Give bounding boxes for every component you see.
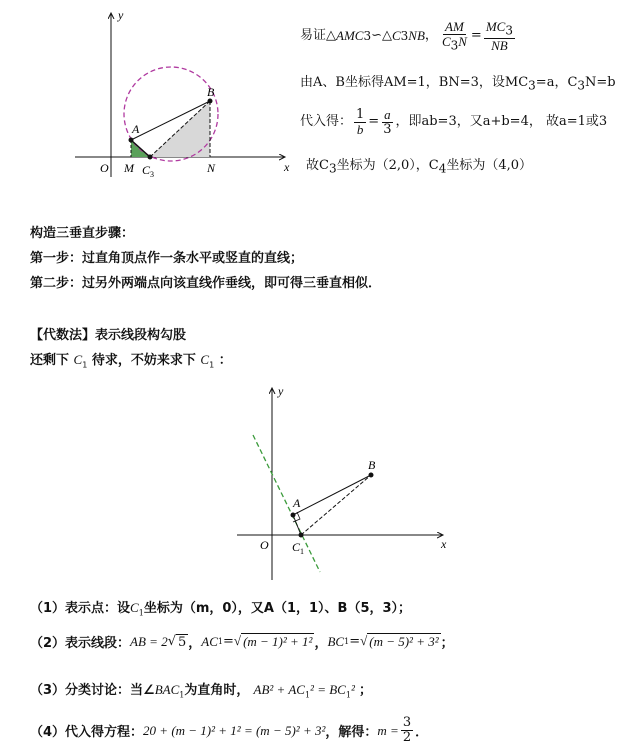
- point-a: [129, 138, 134, 143]
- subscript: 1: [344, 637, 350, 646]
- sqrt-ac1: √ (m − 1)² + 1²: [233, 633, 313, 649]
- denominator: b: [356, 122, 364, 138]
- text-segment: 坐标为（4,0）: [446, 158, 533, 173]
- subscript: 3: [363, 28, 372, 43]
- label-b: B: [368, 458, 376, 472]
- text-segment: 还剩下: [30, 353, 70, 368]
- text-segment: ，解得：: [325, 725, 378, 741]
- subscript: 4: [438, 161, 447, 176]
- substitute-line: [300, 108, 607, 138]
- text-segment: ∽△: [371, 28, 392, 44]
- point-a: [291, 513, 296, 518]
- subscript: 1: [179, 690, 185, 700]
- text-segment: ：: [218, 353, 232, 368]
- text-segment: 待求，不妨来求下: [91, 353, 196, 368]
- text-segment: =: [223, 634, 234, 649]
- sqrt-bc1: √ (m − 5)² + 3²: [360, 633, 439, 649]
- text-segment: （1）表示点：设: [30, 601, 131, 616]
- subscript: 3: [400, 28, 409, 43]
- text-segment: ；: [440, 636, 454, 651]
- subscript: 1: [217, 637, 224, 646]
- denominator: $C_3N$: [441, 34, 467, 53]
- label-m: M: [124, 161, 134, 175]
- subscript: 3: [328, 161, 337, 176]
- subscript: 3: [577, 78, 586, 93]
- text-segment: NB: [408, 28, 425, 44]
- label-c3: $C_3$: [142, 163, 155, 179]
- graph-1: [60, 5, 300, 185]
- text-segment: 由A、B坐标得AM=1，BN=3，设MC: [300, 75, 529, 90]
- label-x: x: [441, 537, 447, 551]
- text-segment: ，: [424, 28, 438, 44]
- fraction-am: [440, 20, 469, 53]
- label-x: x: [284, 160, 290, 174]
- text-segment: ² = BC: [310, 682, 346, 697]
- item-2: [30, 632, 454, 651]
- text-segment: （3）分类讨论：当∠: [30, 683, 155, 698]
- similarity-line: [300, 20, 620, 53]
- label-y: y: [278, 384, 284, 398]
- step-2: 第二步：过另外两端点向该直线作垂线，即可得三垂直相似．: [30, 276, 382, 291]
- numerator: 1: [356, 107, 365, 122]
- subscript: 1: [345, 690, 351, 700]
- subscript: 1: [209, 360, 215, 370]
- subscript: 3: [528, 78, 536, 93]
- text-segment: C: [200, 352, 210, 367]
- conclusion-line: [306, 158, 532, 177]
- math-ab: AB = 2: [130, 633, 168, 649]
- sqrt-5: √ 5: [167, 633, 187, 650]
- text-segment: ²: [350, 682, 355, 697]
- coordinates-line: [300, 75, 616, 94]
- denominator: NB: [491, 37, 508, 53]
- text-segment: ；: [358, 683, 372, 698]
- text-segment: ，: [314, 636, 328, 651]
- numerator: a: [384, 107, 391, 122]
- text-segment: =: [349, 634, 361, 649]
- label-a: A: [132, 122, 140, 136]
- fraction-3-2: [401, 716, 413, 746]
- fraction-mc3: [484, 20, 515, 53]
- text-segment: C: [130, 600, 139, 615]
- segment-ab: [293, 475, 371, 515]
- fraction-1-b: [354, 108, 366, 138]
- numerator: $MC_3$: [485, 19, 513, 38]
- label-y: y: [118, 8, 124, 22]
- text-segment: 代入得：: [300, 114, 353, 130]
- text-segment: AB² + AC: [253, 682, 305, 697]
- algebra-intro: [30, 349, 232, 370]
- numerator: AM: [445, 19, 464, 34]
- text-segment: C: [73, 352, 83, 367]
- math-ac: AC: [201, 633, 218, 649]
- text-segment: （2）表示线段：: [30, 636, 131, 651]
- equation: 20 + (m − 1)² + 1² = (m − 5)² + 3²: [143, 722, 326, 738]
- text-segment: BAC: [154, 682, 180, 697]
- graph-2: [225, 380, 455, 585]
- point-c1: [299, 533, 304, 538]
- label-o: O: [100, 161, 109, 175]
- text-segment: （4）代入得方程：: [30, 725, 144, 741]
- item-1: [30, 597, 411, 618]
- text-segment: 为直角时，: [184, 683, 250, 698]
- text-segment: AMC: [336, 28, 364, 44]
- item-3: [30, 679, 372, 700]
- label-o: O: [260, 538, 269, 552]
- text-segment: ．: [415, 725, 429, 741]
- denominator: 3: [383, 122, 392, 138]
- label-n: N: [207, 161, 216, 175]
- text-segment: 故C: [306, 158, 329, 173]
- numerator: 3: [402, 715, 412, 730]
- label-b: B: [207, 85, 215, 99]
- subscript: 1: [82, 360, 88, 370]
- point-b: [208, 99, 213, 104]
- step-1: 第一步：过直角顶点作一条水平或竖直的直线；: [30, 251, 304, 266]
- point-b: [369, 473, 374, 478]
- text-segment: =a，C: [535, 75, 578, 90]
- equals-sign: =: [368, 114, 380, 130]
- text-segment: 易证△: [300, 28, 336, 44]
- denominator: 2: [402, 730, 412, 746]
- text-segment: m =: [377, 722, 399, 738]
- label-c1: $C_1$: [292, 540, 305, 556]
- text-segment: 坐标为（m，0），又A（1，1）、B（5，3）；: [143, 601, 412, 616]
- equals-sign: =: [470, 28, 482, 44]
- steps-title: 构造三垂直步骤：: [30, 226, 135, 241]
- subscript: 1: [138, 608, 144, 618]
- text-segment: ，即ab=3，又a+b=4， 故a=1或3: [395, 114, 608, 130]
- math-bc: BC: [327, 633, 345, 649]
- label-a: A: [293, 496, 301, 510]
- text-segment: C: [391, 28, 401, 44]
- text-segment: 坐标为（2,0），C: [336, 158, 439, 173]
- fraction-a-3: [381, 108, 393, 138]
- text-segment: ，: [188, 636, 202, 651]
- item-4: [30, 716, 428, 746]
- text-segment: N=b: [585, 75, 616, 90]
- point-c3: [148, 155, 153, 160]
- subscript: 1: [304, 690, 311, 700]
- algebra-header: 【代数法】表示线段构勾股: [30, 328, 187, 343]
